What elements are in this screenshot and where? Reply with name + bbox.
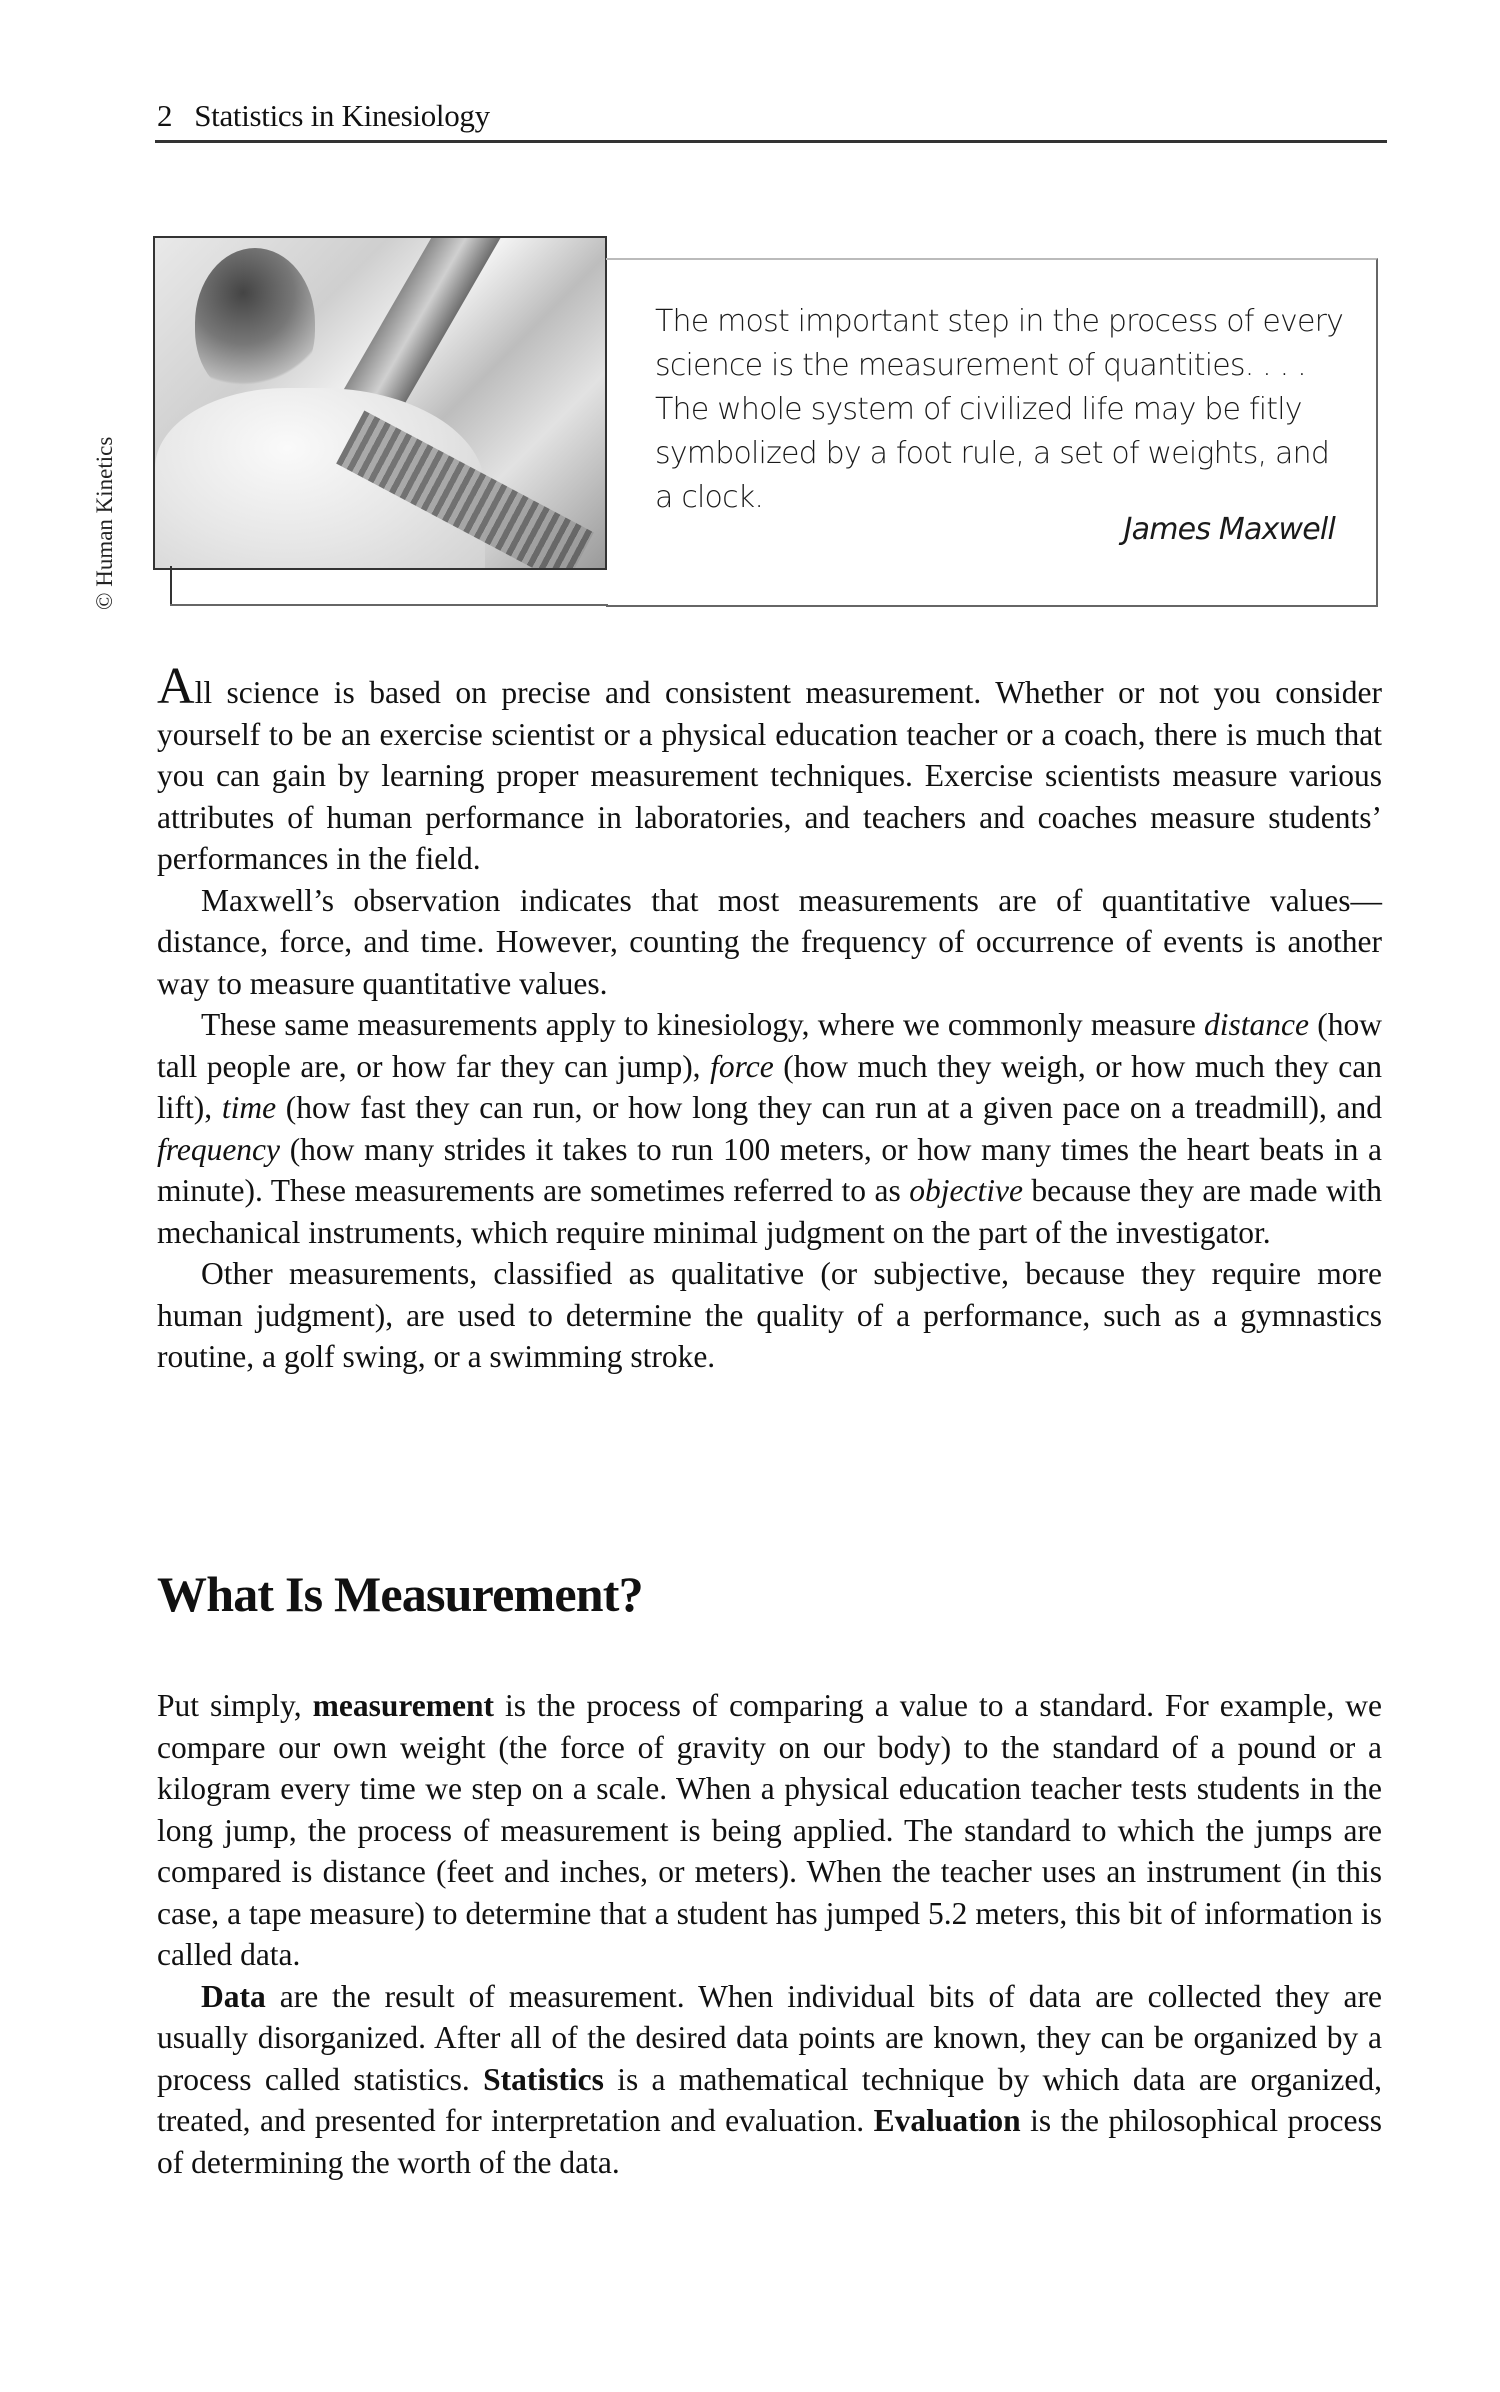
book-title: Statistics in Kinesiology xyxy=(194,98,490,133)
key-term: Statistics xyxy=(483,2061,604,2097)
emphasis: objective xyxy=(909,1173,1023,1208)
paragraph: Other measurements, classified as qualitative (or subjective, because they require more human judgment), are used to determine the quality of a performance, such as a gymnastics routine, a golf swing, or a swimming stroke. xyxy=(157,1256,1382,1374)
emphasis: distance xyxy=(1204,1007,1310,1042)
paragraph: These same measurements apply to kinesiology, where we commonly measure distance (how tall people are, or how far they can jump), force (how much they weigh, or how much they can lift), time (how fast they can run, or how long they can run at a given pace on a treadmill), and frequency (how many strides it takes to run 100 meters, or how many times the heart beats in a minute). These measurements are sometimes referred to as objective because they are made with mechanical instruments, which require minimal judgment on the part of the investigator. xyxy=(157,1007,1383,1250)
key-term: Data xyxy=(201,1978,266,2014)
key-term: Evaluation xyxy=(873,2103,1021,2138)
running-head xyxy=(157,98,490,134)
intro-section xyxy=(157,658,1383,1378)
emphasis: time xyxy=(221,1090,277,1125)
photo-scientist-head xyxy=(195,248,315,398)
frame-line xyxy=(170,566,172,606)
page-number: 2 xyxy=(157,98,173,133)
epigraph-quote: The most important step in the process of every science is the measurement of quantities. . . . The whole system of civilized life may be fitly symbolized by a foot rule, a set of weights, and a clock. xyxy=(655,304,1344,515)
emphasis: force xyxy=(710,1048,774,1084)
paragraph: Put simply, measurement is the process of comparing a value to a standard. For example, we compare our own weight (the force of gravity on our body) to the standard of a pound or a kilogram every time we step on a scale. When a physical education teacher tests students in the long jump, the process of measurement is being applied. The standard to which the jumps are compared is distance (feet and inches, or meters). When the teacher uses an instrument (in this case, a tape measure) to determine that a student has jumped 5.2 meters, this bit of information is called data. xyxy=(157,1688,1382,1972)
epigraph-author: James Maxwell xyxy=(1123,512,1335,547)
chapter-photo xyxy=(153,236,607,570)
drop-cap: A xyxy=(157,658,195,715)
frame-line xyxy=(170,604,608,606)
paragraph: Maxwell’s observation indicates that most measurements are of quantitative values—distance, force, and time. However, counting the frequency of occurrence of events is another way to measure quantitative values. xyxy=(157,882,1382,1001)
paragraph: Data are the result of measurement. When individual bits of data are collected they are usually disorganized. After all of the desired data points are known, they can be organized by a process called statistics. Statistics is a mathematical technique by which data are organized, treated, and presented for interpretation and evaluation. Evaluation is the philosophical process of determining the worth of the data. xyxy=(157,1978,1382,2180)
key-term: measurement xyxy=(312,1688,494,1723)
measurement-section xyxy=(157,1685,1382,2183)
header-rule xyxy=(155,140,1387,143)
paragraph: All science is based on precise and consistent measurement. Whether or not you consider yourself to be an exercise scientist or a physical education teacher or a coach, there is much that you can gain by learning proper measurement techniques. Exercise scientists measure various attributes of human performance in laboratories, and teachers and coaches measure students’ performances in the field. xyxy=(157,658,1382,876)
emphasis: frequency xyxy=(157,1131,281,1167)
section-heading: What Is Measurement? xyxy=(157,1566,643,1622)
photo-credit: © Human Kinetics xyxy=(92,436,117,610)
